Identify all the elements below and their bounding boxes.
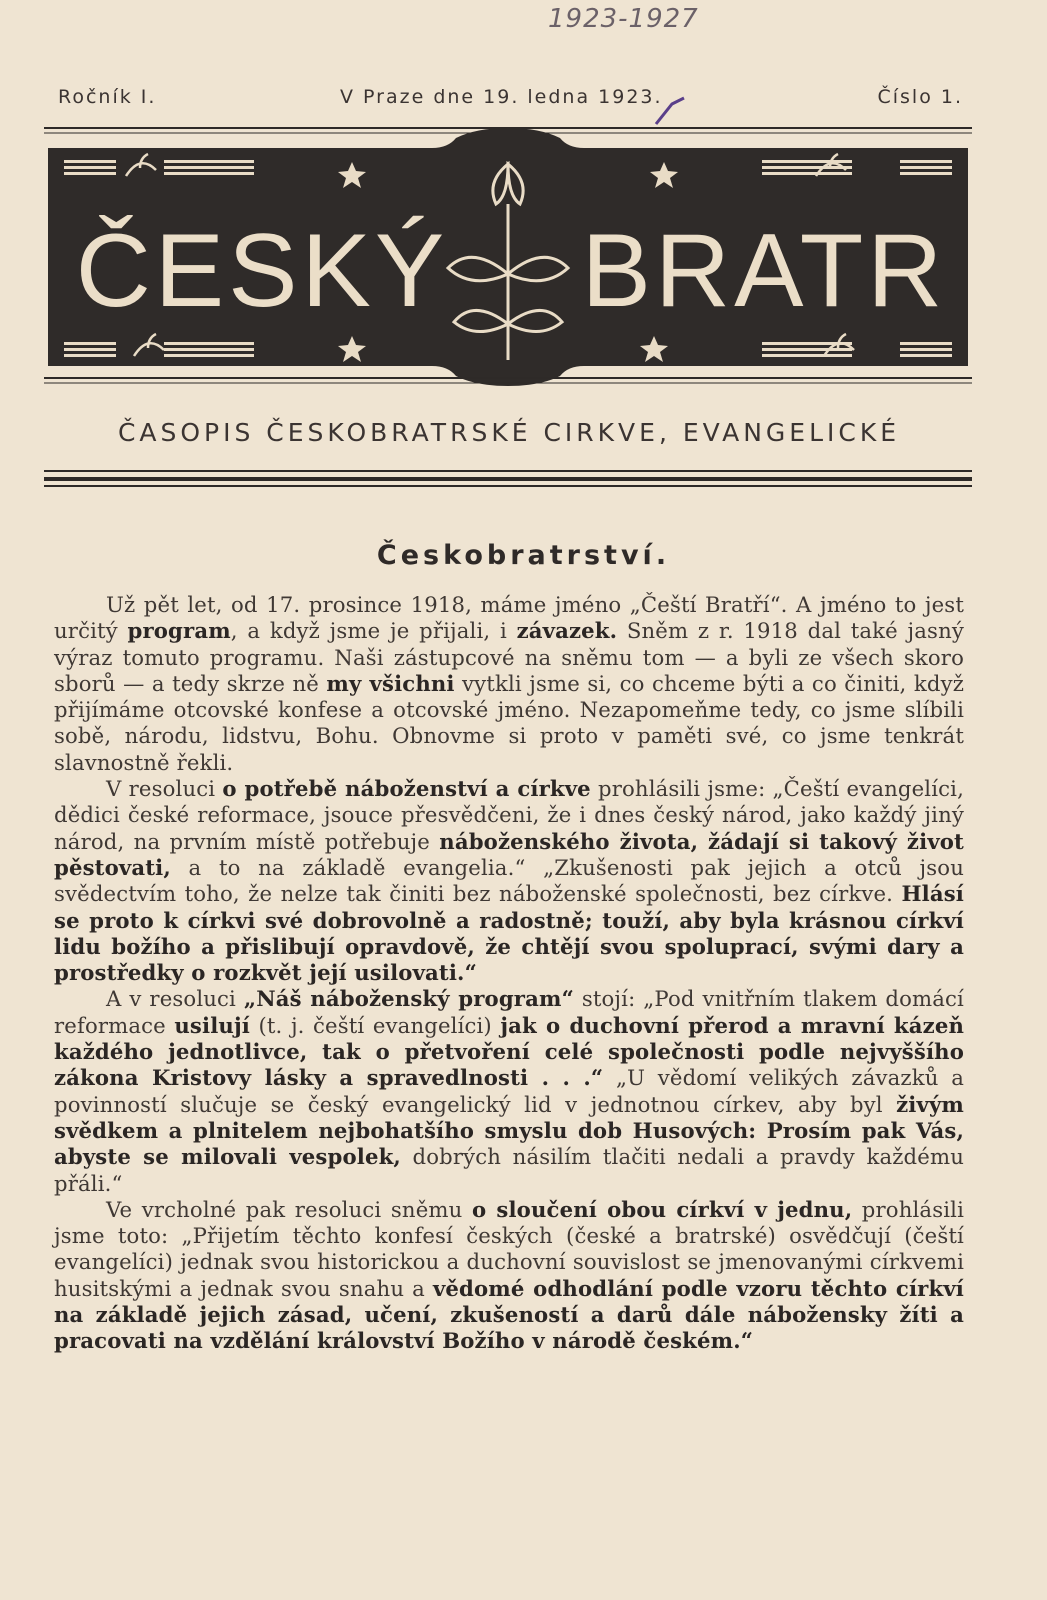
masthead-title-left: ČESKÝ: [75, 213, 449, 329]
text-run: vytkli jsme si, co chceme býti a co činiti, když přijímáme otcovské konfese a otcovské jméno. Nezapomeňme tedy, co jsme slíbili sobě, národu, lidstvu, Bohu. Obnovme si proto v paměti své, co jsme tenkrát slavnostně řekli.: [54, 670, 965, 775]
article-body: [54, 592, 964, 1355]
divider-rules: [44, 468, 972, 490]
text-run: (t. j. čeští evangelíci): [249, 1012, 501, 1038]
text-run: V resoluci: [106, 776, 223, 802]
bold-text: o potřebě náboženství a církve: [222, 776, 591, 802]
article-paragraph: [54, 1197, 964, 1355]
bold-text: program: [127, 618, 231, 644]
bold-text: závazek.: [516, 618, 618, 644]
handwritten-note: 1923-1927: [548, 4, 699, 34]
text-run: prohlásili jsme toto: „Přijetím těchto konfesí českých (české a bratrské) osvědčují (čeští evangelíci) jednak svou historickou a duchovní souvislost se jmenovanými církvemi husitskými a jednak svou snahu a: [54, 1196, 965, 1301]
text-run: stojí: „Pod vnitřním tlakem domácí reformace: [54, 986, 964, 1038]
issue-number: Číslo 1.: [877, 86, 963, 108]
masthead-title-right: BRATR: [581, 213, 947, 329]
article-title: Českobratrství.: [376, 540, 671, 571]
bold-text: usilují: [174, 1012, 250, 1038]
issue-header: [58, 86, 963, 116]
volume-label: Ročník I.: [58, 86, 157, 108]
bold-text: náboženského života, žádají si takový život pěstovati,: [54, 828, 964, 880]
article-paragraph: [54, 776, 964, 986]
text-run: Ve vrcholné pak resoluci sněmu: [106, 1196, 472, 1222]
text-run: Už pět let, od 17. prosince 1918, máme jméno „Čeští Bratří“. A jméno to jest určitý: [54, 592, 964, 644]
text-run: dobrých násilím tlačiti nedali a pravdy každému přáli.“: [54, 1144, 964, 1196]
bold-text: my všichni: [326, 670, 455, 696]
article-paragraph: [54, 592, 964, 776]
bold-text: živým svědkem a plnitelem nejbohatšího smyslu dob Husových: Prosím pak Vás, abyste se milovali vespolek,: [54, 1091, 964, 1170]
text-run: a to na základě evangelia.“ „Zkušenosti pak jejich a otců jsou svědectvím toho, že nelze tak činiti bez náboženské společnosti, bez církve.: [54, 854, 964, 907]
masthead-banner: [44, 124, 972, 414]
text-run: Sněm z r. 1918 dal také jasný výraz tomuto programu. Naši zástupcové na sněmu tom — a byli ze všech skoro sborů — a tedy skrze ně: [54, 618, 964, 696]
masthead-subtitle: ČASOPIS ČESKOBRATRSKÉ CIRKVE, EVANGELICKÉ: [117, 418, 901, 447]
text-run: prohlásili jsme: „Čeští evangelíci, dědici české reformace, jsouce přesvědčeni, že i dnes český národ, jako každý jiný národ, na prvním místě potřebuje: [54, 776, 964, 854]
date-line: V Praze dne 19. ledna 1923.: [340, 86, 663, 108]
bold-text: jak o duchovní přerod a mravní kázeň každého jednotlivce, tak o přetvoření celé společnosti podle nejvyššího zákona Kristovy lásky a spravedlnosti . . .“: [54, 1012, 965, 1091]
article-paragraph: [54, 986, 964, 1196]
bold-text: „Náš náboženský program“: [243, 986, 574, 1012]
bold-text: vědomé odhodlání podle vzoru těchto církví na základě jejich zásad, učení, zkušeností a darů dále nábožensky žíti a pracovati na vzdělání království Božího v národě českém.“: [54, 1275, 964, 1354]
bold-text: Hlásí se proto k církvi své dobrovolně a radostně; touží, aby byla krásnou církví lidu božího a přislibují opravdově, že chtějí svou spoluprací, svými dary a prostředky o rozkvět její usilovati.“: [54, 881, 964, 986]
bold-text: o sloučení obou církví v jednu,: [471, 1196, 853, 1222]
ink-mark-icon: [650, 94, 690, 128]
text-run: „U vědomí velikých závazků a povinností slučuje se český evangelický lid v jednotnou církev, aby byl: [54, 1065, 964, 1117]
text-run: , a když jsme je přijali, i: [230, 618, 517, 644]
text-run: A v resoluci: [106, 986, 244, 1012]
